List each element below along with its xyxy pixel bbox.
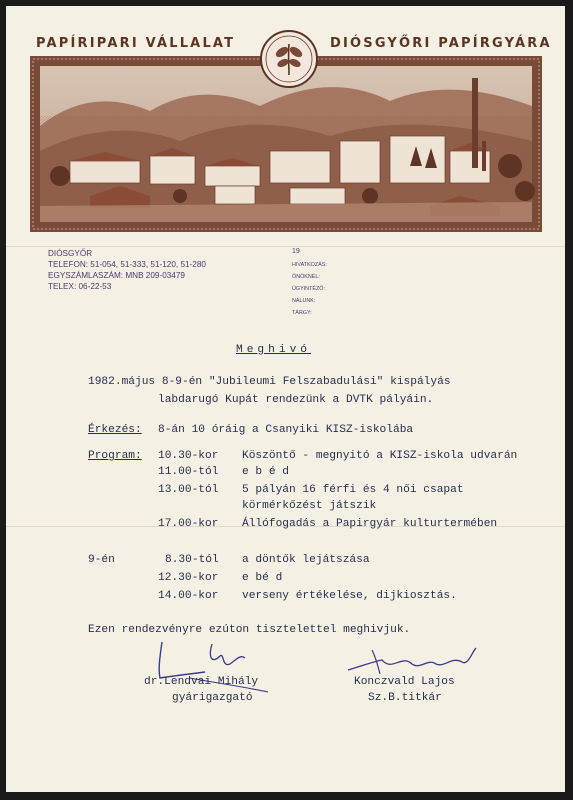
- company-name-right: DIÓSGYŐRI PAPÍRGYÁRA: [330, 36, 552, 51]
- subject-field: TÁRGY:: [292, 310, 312, 316]
- signature-left: [150, 634, 280, 699]
- signer-left-name: dr.Lendvai Mihály: [144, 676, 259, 688]
- day2-time: 14.00-kor: [158, 590, 219, 602]
- reference-field: HIVATKOZÁS:: [292, 262, 327, 268]
- day2-label: 9-én: [88, 554, 115, 566]
- signer-right-title: Sz.B.titkár: [368, 692, 442, 704]
- day2-text: verseny értékelése, dijkiosztás.: [242, 590, 457, 602]
- program-text: e b é d: [242, 466, 289, 478]
- program-time: 11.00-tól: [158, 466, 219, 478]
- closing-line: Ezen rendezvényre ezúton tisztelettel meghivjuk.: [88, 624, 411, 636]
- contact-place: DIÓSGYŐR: [48, 249, 93, 258]
- day2-time: 8.30-tól: [165, 554, 219, 566]
- program-label: Program:: [88, 450, 142, 462]
- arrival-label: Érkezés:: [88, 424, 142, 436]
- intro-line-2: labdarugó Kupát rendezünk a DVTK pályáin.: [158, 394, 434, 406]
- intro-line-1: 1982.május 8-9-én "Jubileumi Felszabadulási" kispályás: [88, 376, 451, 388]
- day2-time: 12.30-kor: [158, 572, 219, 584]
- program-text: 5 pályán 16 férfi és 4 női csapat: [242, 484, 464, 496]
- yours-field: ÖNÖKNÉL:: [292, 274, 320, 280]
- ours-field: NÁLUNK:: [292, 298, 316, 304]
- contact-account: EGYSZÁMLASZÁM: MNB 209-03479: [48, 271, 185, 280]
- signer-left-title: gyárigazgató: [172, 692, 253, 704]
- program-time: 13.00-tól: [158, 484, 219, 496]
- year-field: 19: [292, 248, 300, 255]
- fold-line: [6, 246, 565, 247]
- company-logo: [258, 30, 320, 95]
- program-text: Köszöntő - megnyitó a KISZ-iskola udvarán: [242, 450, 518, 462]
- letter-title: Meghivó: [236, 344, 311, 356]
- day2-text: a döntők lejátszása: [242, 554, 370, 566]
- handler-field: ÜGYINTÉZŐ:: [292, 286, 325, 292]
- contact-phone: TELEFON: 51-054, 51-333, 51-120, 51-280: [48, 260, 206, 269]
- contact-telex: TELEX: 06-22-53: [48, 282, 112, 291]
- day2-text: e bé d: [242, 572, 283, 584]
- company-name-left: PAPÍRIPARI VÁLLALAT: [36, 36, 236, 51]
- program-time: 10.30-kor: [158, 450, 219, 462]
- program-text: Állófogadás a Papirgyár kulturtermében: [242, 518, 498, 530]
- arrival-text: 8-án 10 óráig a Csanyiki KISZ-iskolába: [158, 424, 414, 436]
- program-time: 17.00-kor: [158, 518, 219, 530]
- program-text: körmérkőzést játszik: [242, 500, 377, 512]
- signer-right-name: Konczvald Lajos: [354, 676, 455, 688]
